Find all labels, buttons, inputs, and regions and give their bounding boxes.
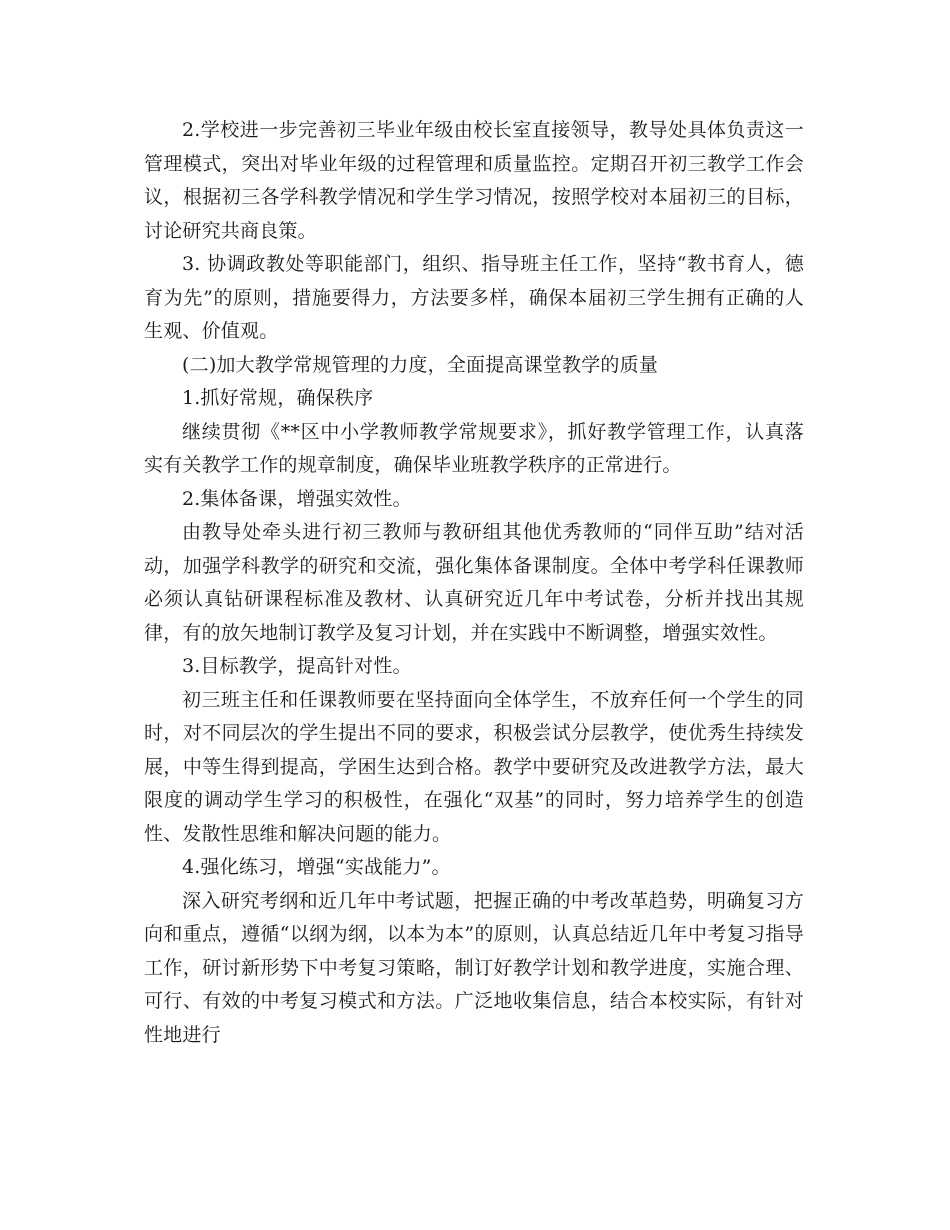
paragraph-school-management: 2.学校进一步完善初三毕业年级由校长室直接领导，教导处具体负责这一管理模式，突出对毕业年级的过程管理和质量监控。定期召开初三教学工作会议，根据初三各学科教学情况和学生学习情况，按照学校对本届初三的目标，讨论研究共商良策。 [144,119,804,242]
subheading-target-teaching: 3.目标教学，提高针对性。 [182,655,412,677]
paragraph-target-teaching: 初三班主任和任课教师要在坚持面向全体学生，不放弃任何一个学生的同时，对不同层次的学生提出不同的要求，积极尝试分层教学，使优秀生持续发展，中等生得到提高，学困生达到合格。教学中要研究及改进教学方法，最大限度的调动学生学习的积极性，在强化“双基”的同时，努力培养学生的创造性、发散性思维和解决问题的能力。 [144,688,804,845]
subheading-practice: 4.强化练习，增强“实战能力”。 [182,856,451,878]
subheading-collective-lesson-prep: 2.集体备课，增强实效性。 [182,487,412,510]
paragraph-collective-lesson-prep: 由教导处牵头进行初三教师与教研组其他优秀教师的“同伴互助”结对活动，加强学科教学的研究和交流，强化集体备课制度。全体中考学科任课教师必须认真钻研课程标准及教材、认真研究近几年中考试卷，分析并找出其规律，有的放矢地制订教学及复习计划，并在实践中不断调整，增强实效性。 [144,521,804,644]
section-heading-teaching-routine: (二)加大教学常规管理的力度，全面提高课堂教学的质量 [182,353,659,376]
paragraph-routine-order: 继续贯彻《**区中小学教师教学常规要求》，抓好教学管理工作，认真落实有关教学工作的规章制度，确保毕业班教学秩序的正常进行。 [144,420,804,476]
subheading-routine-order: 1.抓好常规，确保秩序 [182,387,374,409]
paragraph-practice: 深入研究考纲和近几年中考试题，把握正确的中考改革趋势，明确复习方向和重点，遵循“以纲为纲，以本为本”的原则，认真总结近几年中考复习指导工作，研讨新形势下中考复习策略，制订好教学计划和教学进度，实施合理、可行、有效的中考复习模式和方法。广泛地收集信息，结合本校实际，有针对性地进行 [144,889,804,1046]
paragraph-coordination: 3. 协调政教处等职能部门，组织、指导班主任工作，坚持“教书育人，德育为先”的原则，措施要得力，方法要多样，确保本届初三学生拥有正确的人生观、价值观。 [144,253,804,342]
document-body [144,114,804,1052]
